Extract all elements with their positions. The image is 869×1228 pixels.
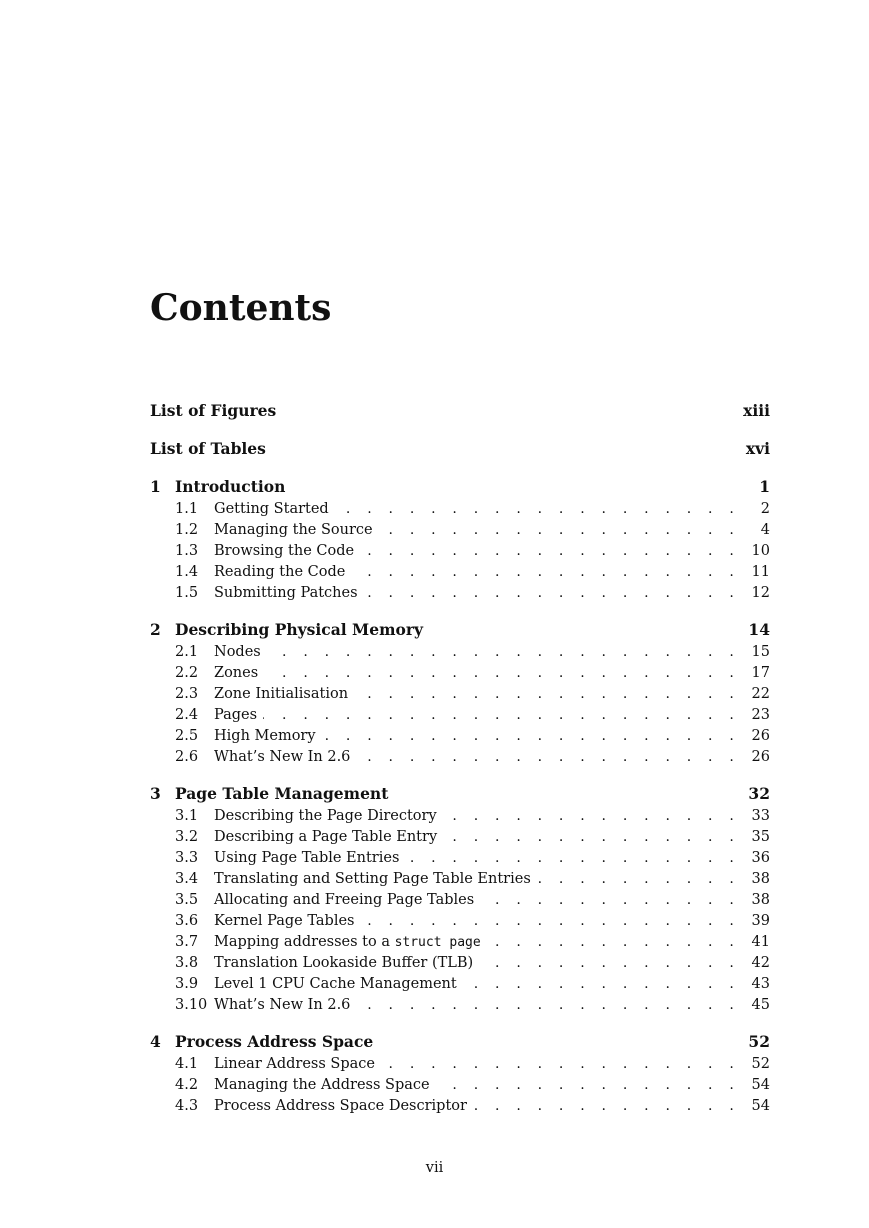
section-number: 2.4 [175, 707, 199, 723]
section-number: 3.1 [175, 808, 199, 824]
toc-chapter [150, 782, 770, 1016]
section-title [214, 848, 399, 869]
toc-section-entry[interactable] [150, 890, 770, 911]
section-page: 12 [751, 585, 770, 601]
section-number: 3.6 [175, 913, 199, 929]
chapter-number: 1 [150, 477, 161, 496]
section-number: 3.5 [175, 892, 199, 908]
toc-entry-list-of-tables[interactable] [150, 437, 770, 461]
dot-leader [487, 932, 740, 953]
chapter-list [150, 475, 770, 1117]
section-title-text: Kernel Page Tables [214, 913, 355, 929]
section-number: 3.10 [175, 997, 208, 1013]
section-title [214, 995, 350, 1016]
section-title-text: Level 1 CPU Cache Management [214, 976, 457, 992]
section-number: 1.3 [175, 543, 199, 559]
toc-section-entry[interactable] [150, 562, 770, 583]
toc-section-entry[interactable] [150, 953, 770, 974]
dot-leader [537, 869, 740, 890]
dot-leader [463, 974, 740, 995]
section-title-text: Process Address Space Descriptor [214, 1098, 467, 1114]
section-page: 39 [751, 913, 770, 929]
section-title-code: struct page [394, 935, 481, 950]
toc-entry-list-of-figures[interactable] [150, 399, 770, 423]
toc-section-entry[interactable] [150, 541, 770, 562]
section-page: 22 [751, 686, 770, 702]
section-number: 1.5 [175, 585, 199, 601]
section-page: 26 [751, 728, 770, 744]
section-title [214, 953, 473, 974]
section-number: 3.8 [175, 955, 199, 971]
toc-section-entry[interactable] [150, 1075, 770, 1096]
toc-section-entry[interactable] [150, 932, 770, 953]
section-page: 52 [751, 1056, 770, 1072]
section-number: 3.9 [175, 976, 199, 992]
section-number: 1.2 [175, 522, 199, 538]
section-page: 45 [751, 997, 770, 1013]
section-title [214, 541, 354, 562]
section-title-text: Using Page Table Entries [214, 850, 400, 866]
chapter-page: 1 [759, 477, 770, 496]
toc-section-entry[interactable] [150, 869, 770, 890]
page-title: Contents [150, 287, 332, 329]
chapter-title: Describing Physical Memory [175, 620, 423, 639]
section-title-text: Translation Lookaside Buffer (TLB) [214, 955, 474, 971]
dot-leader [354, 684, 740, 705]
section-number: 3.4 [175, 871, 199, 887]
section-title [214, 1075, 430, 1096]
section-number: 1.4 [175, 564, 199, 580]
section-title-text: High Memory [214, 728, 316, 744]
dot-leader [479, 953, 740, 974]
toc-section-entry[interactable] [150, 705, 770, 726]
toc-section-entry[interactable] [150, 806, 770, 827]
toc-chapter [150, 618, 770, 768]
dot-leader [267, 642, 740, 663]
chapter-number: 2 [150, 620, 161, 639]
section-page: 2 [760, 501, 770, 517]
toc-section-entry[interactable] [150, 995, 770, 1016]
chapter-page: 52 [748, 1032, 770, 1051]
dot-leader [263, 705, 740, 726]
chapter-title: Introduction [175, 477, 286, 496]
section-number: 2.6 [175, 749, 199, 765]
table-of-contents [150, 399, 770, 1117]
section-title [214, 583, 358, 604]
toc-chapter [150, 1030, 770, 1117]
chapter-page: 14 [748, 620, 770, 639]
chapter-number: 3 [150, 784, 161, 803]
toc-section-entry[interactable] [150, 583, 770, 604]
toc-entry-label: List of Figures [150, 401, 277, 420]
toc-chapter [150, 475, 770, 604]
chapter-page: 32 [748, 784, 770, 803]
section-number: 2.2 [175, 665, 199, 681]
section-page: 54 [751, 1077, 770, 1093]
toc-chapter-heading[interactable] [150, 1030, 770, 1054]
dot-leader [356, 995, 740, 1016]
section-title [214, 747, 350, 768]
section-number: 4.3 [175, 1098, 199, 1114]
toc-entry-page: xiii [743, 401, 770, 420]
dot-leader [322, 726, 740, 747]
section-title-text: Allocating and Freeing Page Tables [214, 892, 475, 908]
dot-leader [473, 1096, 740, 1117]
toc-entry-page: xvi [745, 439, 770, 458]
dot-leader [379, 520, 740, 541]
section-number: 2.3 [175, 686, 199, 702]
section-page: 41 [751, 934, 770, 950]
section-title [214, 1096, 467, 1117]
section-title-text: Translating and Setting Page Table Entries [214, 871, 531, 887]
section-title-text: Submitting Patches [214, 585, 358, 601]
section-title [214, 932, 481, 953]
section-page: 36 [751, 850, 770, 866]
chapter-number: 4 [150, 1032, 161, 1051]
section-title [214, 1054, 375, 1075]
section-page: 35 [751, 829, 770, 845]
section-page: 38 [751, 892, 770, 908]
toc-section-entry[interactable] [150, 663, 770, 684]
section-title-text: Pages [214, 707, 258, 723]
section-title [214, 726, 316, 747]
section-page: 26 [751, 749, 770, 765]
section-title-text: Mapping addresses to a [214, 934, 395, 950]
section-page: 4 [760, 522, 770, 538]
toc-section-entry[interactable] [150, 684, 770, 705]
section-page: 15 [751, 644, 770, 660]
dot-leader [351, 562, 740, 583]
dot-leader [364, 583, 740, 604]
section-page: 42 [751, 955, 770, 971]
toc-chapter-heading[interactable] [150, 475, 770, 499]
dot-leader [360, 541, 740, 562]
section-title-text: What’s New In 2.6 [214, 997, 351, 1013]
toc-section-entry[interactable] [150, 499, 770, 520]
section-number: 2.1 [175, 644, 199, 660]
section-title-text: Nodes [214, 644, 261, 660]
toc-section-entry[interactable] [150, 848, 770, 869]
dot-leader [381, 1054, 740, 1075]
toc-chapter-heading[interactable] [150, 618, 770, 642]
dot-leader [443, 806, 740, 827]
dot-leader [360, 911, 740, 932]
section-title [214, 827, 437, 848]
dot-leader [264, 663, 740, 684]
section-title-text: Describing the Page Directory [214, 808, 437, 824]
section-title-text: Managing the Source [214, 522, 373, 538]
section-page: 54 [751, 1098, 770, 1114]
section-title-text: Describing a Page Table Entry [214, 829, 438, 845]
section-number: 1.1 [175, 501, 199, 517]
dot-leader [436, 1075, 740, 1096]
section-page: 17 [751, 665, 770, 681]
section-page: 11 [751, 564, 770, 580]
section-title [214, 642, 261, 663]
toc-section-entry[interactable] [150, 1096, 770, 1117]
toc-section-entry[interactable] [150, 520, 770, 541]
section-title-text: What’s New In 2.6 [214, 749, 351, 765]
section-title-text: Getting Started [214, 501, 329, 517]
section-title-text: Browsing the Code [214, 543, 355, 559]
dot-leader [480, 890, 740, 911]
section-page: 10 [751, 543, 770, 559]
section-page: 43 [751, 976, 770, 992]
dot-leader [405, 848, 740, 869]
section-title [214, 663, 258, 684]
dot-leader [443, 827, 740, 848]
section-title [214, 684, 348, 705]
toc-section-entry[interactable] [150, 827, 770, 848]
section-title-text: Zone Initialisation [214, 686, 349, 702]
toc-chapter-heading[interactable] [150, 782, 770, 806]
chapter-title: Process Address Space [175, 1032, 374, 1051]
section-title [214, 890, 474, 911]
toc-entry-label: List of Tables [150, 439, 266, 458]
section-title [214, 911, 354, 932]
section-title-text: Reading the Code [214, 564, 346, 580]
section-number: 3.7 [175, 934, 199, 950]
section-title-text: Managing the Address Space [214, 1077, 430, 1093]
section-title [214, 974, 457, 995]
toc-section-entry[interactable] [150, 911, 770, 932]
section-page: 23 [751, 707, 770, 723]
section-title [214, 869, 531, 890]
section-number: 4.2 [175, 1077, 199, 1093]
toc-section-entry[interactable] [150, 642, 770, 663]
dot-leader [335, 499, 740, 520]
section-number: 4.1 [175, 1056, 199, 1072]
toc-section-entry[interactable] [150, 747, 770, 768]
dot-leader [356, 747, 740, 768]
section-title-text: Linear Address Space [214, 1056, 375, 1072]
section-number: 3.3 [175, 850, 199, 866]
section-title-text: Zones [214, 665, 259, 681]
toc-section-entry[interactable] [150, 1054, 770, 1075]
section-title [214, 499, 329, 520]
section-title [214, 562, 345, 583]
chapter-title: Page Table Management [175, 784, 389, 803]
section-title [214, 520, 373, 541]
section-title [214, 705, 257, 726]
section-number: 2.5 [175, 728, 199, 744]
toc-section-entry[interactable] [150, 726, 770, 747]
section-title [214, 806, 437, 827]
section-page: 38 [751, 871, 770, 887]
page-number: vii [425, 1160, 444, 1176]
section-page: 33 [751, 808, 770, 824]
toc-section-entry[interactable] [150, 974, 770, 995]
section-number: 3.2 [175, 829, 199, 845]
